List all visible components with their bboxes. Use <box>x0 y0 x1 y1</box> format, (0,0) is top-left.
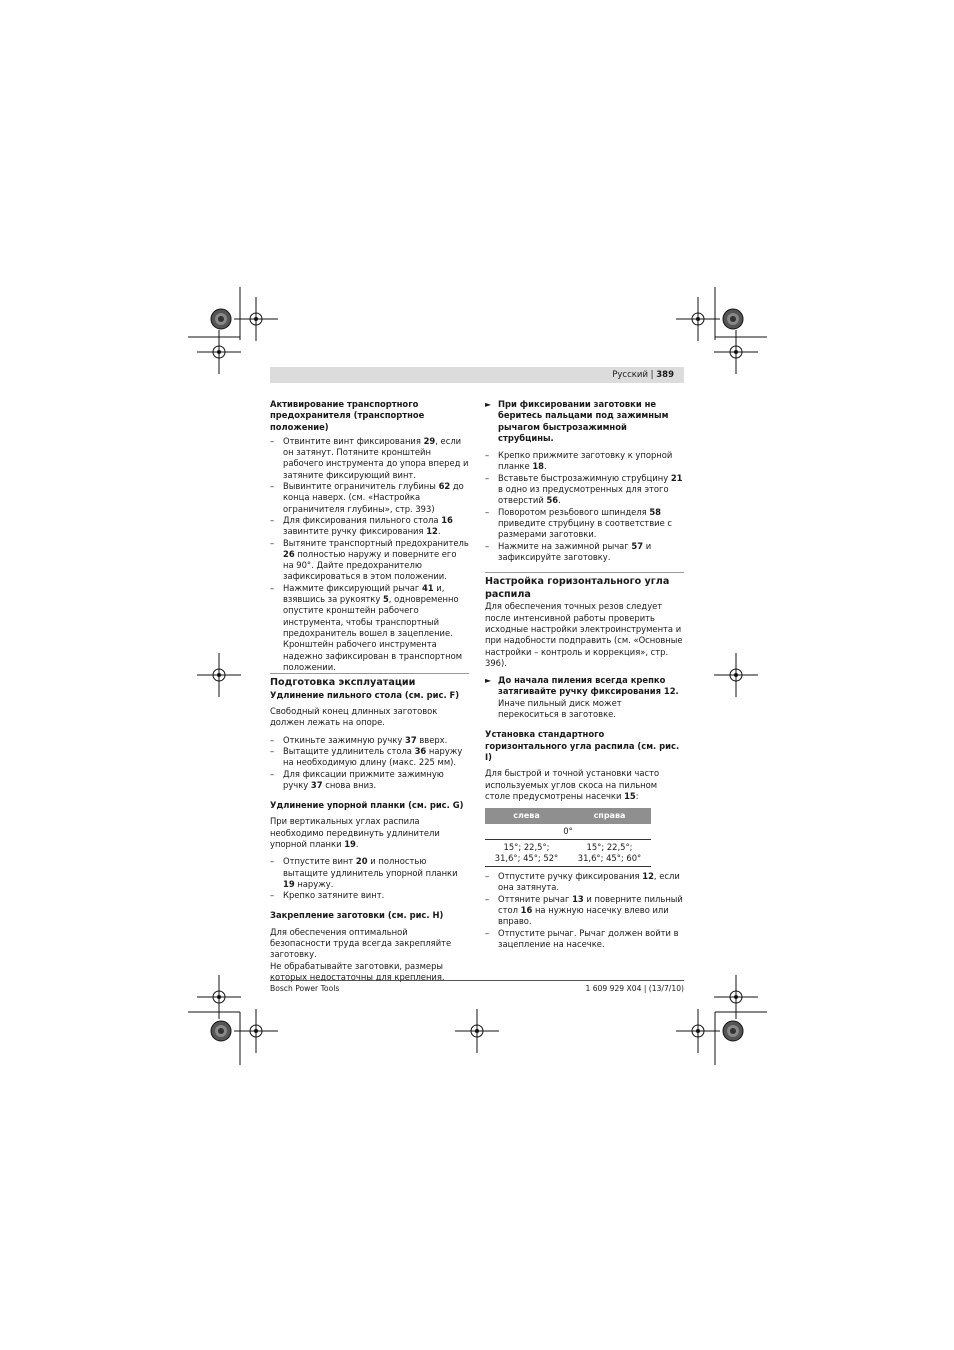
list-item-text: и поверните пильный стол <box>498 893 683 915</box>
list-item-text: Вывинтите ограничитель глубины <box>283 481 439 492</box>
warning-arrow-icon: ► <box>485 676 492 686</box>
standard-angle-text-num: 15 <box>624 790 636 801</box>
list-item <box>270 890 469 901</box>
left-column <box>270 399 469 983</box>
list-item-text: . <box>543 461 547 472</box>
transport-lock-title-line1: Активирование транспортного <box>270 399 419 409</box>
part-number: 56 <box>546 495 559 506</box>
header-page-number: 389 <box>656 370 674 380</box>
page-footer <box>270 980 684 993</box>
list-item <box>270 481 469 515</box>
list-item <box>270 515 469 538</box>
list-item-text: Нажмите на зажимной рычаг <box>498 540 632 551</box>
list-item-text: Крепко затяните винт. <box>283 890 385 901</box>
miter-angle-heading: Настройка горизонтального угла распила <box>485 572 684 601</box>
part-number: 18 <box>532 461 544 472</box>
list-item-text: Вытащите удлинитель стола <box>283 745 415 756</box>
lock-warning-bold: До начала пиления всегда крепко затягивайте ручку фиксирования 12. <box>498 675 679 697</box>
fence-extension-steps <box>270 856 469 901</box>
part-number: 13 <box>572 893 584 904</box>
detent-angle-table <box>485 808 651 867</box>
list-item-text: Вытяните транспортный предохранитель <box>283 537 469 548</box>
table-cell-left <box>485 840 568 867</box>
part-number: 41 <box>421 582 434 593</box>
table-extension-steps <box>270 735 469 791</box>
list-item-text: снова вниз. <box>322 779 377 790</box>
list-item-text: . <box>437 526 441 537</box>
table-extension-text: Свободный конец длинных заготовок должен лежать на опоре. <box>270 706 438 728</box>
header-separator: | <box>650 370 654 380</box>
list-item-text: Отвинтите винт фиксирования <box>283 435 424 446</box>
preparation-heading: Подготовка эксплуатации <box>270 673 469 690</box>
standard-angle-steps <box>485 871 684 950</box>
clamp-steps <box>485 450 684 563</box>
list-item-text: Отпустите ручку фиксирования <box>498 871 643 882</box>
part-number: 36 <box>414 745 427 756</box>
list-item <box>270 856 469 890</box>
warning-arrow-icon: ► <box>485 400 492 409</box>
list-item-text: Для фиксирования пильного стола <box>283 514 442 525</box>
table-cell-zero: 0° <box>485 824 651 840</box>
transport-lock-title-line2: предохранителя (транспортное положение) <box>270 410 425 432</box>
part-number: 26 <box>283 548 295 559</box>
part-number: 5 <box>382 594 389 605</box>
list-item-text: Оттяните рычаг <box>498 893 573 904</box>
list-item <box>270 735 469 746</box>
part-number: 19 <box>283 878 295 889</box>
standard-angle-text-b: : <box>635 790 639 801</box>
part-number: 58 <box>649 506 662 517</box>
list-item <box>270 746 469 769</box>
part-number: 20 <box>355 856 368 867</box>
list-item <box>485 450 684 473</box>
fence-extension-text <box>270 816 469 850</box>
list-item <box>270 769 469 792</box>
clamp-warning-text: При фиксировании заготовки не беритесь пальцами под зажимным рычагом быстрозажимной струбцины. <box>498 399 669 443</box>
list-item-text: полностью наружу и поверните его на 90°. Дайте предохранителю зафиксироваться в этом положении. <box>283 548 457 582</box>
list-item-text: завинтите ручку фиксирования <box>283 526 427 537</box>
list-item-text: и, взявшись за рукоятку <box>283 582 445 605</box>
list-item-text: наружу. <box>294 878 334 889</box>
list-item-text: Вставьте быстрозажимную струбцину <box>498 472 671 483</box>
table-cell-right <box>568 840 651 867</box>
table-left-line2: 31,6°; 45°; 52° <box>494 853 559 864</box>
footer-brand: Bosch Power Tools <box>270 984 340 993</box>
list-item-text: до конца наверх. (см. «Настройка ограничителя глубины», стр. 393) <box>283 481 464 514</box>
list-item <box>270 538 469 583</box>
part-number: 29 <box>423 435 436 446</box>
header-language: Русский <box>612 370 648 380</box>
list-item <box>485 507 684 541</box>
transport-lock-title <box>270 399 469 433</box>
list-item-text: в одно из предусмотренных для этого отверстий <box>498 484 669 506</box>
list-item-text: , если он затянут. Потяните кронштейн рабочего инструмента до упора вперед и затяните фиксирующий винт. <box>283 435 469 480</box>
list-item-text: на нужную насечку влево или вправо. <box>498 904 669 927</box>
part-number: 62 <box>438 481 451 492</box>
table-right-line1: 15°; 22,5°; <box>586 842 633 853</box>
list-item-text: Отпустите винт <box>283 856 356 867</box>
fence-extension-text-b: . <box>355 838 359 849</box>
right-column <box>485 399 684 956</box>
list-item-text: и полностью вытащите удлинитель упорной планки <box>283 856 458 878</box>
clamp-warning <box>485 399 684 444</box>
footer-doc-number: 1 609 929 X04 | (13/7/10) <box>585 984 684 993</box>
list-item-text: , одновременно опустите кронштейн рабочего инструмента, чтобы транспортный предохранитель вошел в зацепление. <box>283 594 459 638</box>
standard-angle-heading: Установка стандартного горизонтального угла распила (см. рис. I) <box>485 729 680 762</box>
miter-angle-text: Для обеспечения точных резов следует после интенсивной работы проверить исходные настройки электроинструмента и при надобности подправить (см. «Основные настройки – контроль и коррекция», стр. 396). <box>485 601 683 668</box>
part-number: 37 <box>310 779 323 790</box>
part-number: 12 <box>642 871 654 882</box>
fence-extension-text-a: При вертикальных углах распила необходимо передвинуть удлинители упорной планки <box>270 816 440 849</box>
table-header-right: справа <box>568 808 651 824</box>
clamping-text-1: Для обеспечения оптимальной безопасности труда всегда закрепляйте заготовку. <box>270 926 452 960</box>
page-header <box>270 367 684 383</box>
list-item-text: Для фиксации прижмите зажимную ручку <box>283 768 444 790</box>
part-number: 16 <box>520 904 533 915</box>
list-item <box>270 583 469 639</box>
transport-lock-steps <box>270 436 469 639</box>
part-number: 37 <box>405 734 417 745</box>
fence-extension-heading: Удлинение упорной планки (см. рис. G) <box>270 800 464 811</box>
list-item-text: наружу на необходимую длину (макс. 225 мм). <box>283 745 463 768</box>
list-item <box>485 871 684 894</box>
list-item-text: приведите струбцину в соответствие с размерами заготовки. <box>498 517 672 540</box>
list-item-text: . <box>558 495 561 506</box>
standard-angle-text <box>485 768 684 802</box>
list-item-text: Отпустите рычаг. Рычаг должен войти в зацепление на насечке. <box>498 927 679 949</box>
list-item <box>485 928 684 951</box>
part-number: 21 <box>670 472 683 483</box>
fence-extension-text-num: 19 <box>344 838 356 849</box>
transport-lock-result: Кронштейн рабочего инструмента надежно зафиксирован в транспортном положении. <box>283 639 463 672</box>
list-item-text: Нажмите фиксирующий рычаг <box>283 582 422 593</box>
list-item-text: и зафиксируйте заготовку. <box>498 540 652 562</box>
list-item <box>485 541 684 564</box>
list-item-text: , если она затянута. <box>498 871 680 893</box>
lock-warning <box>485 675 684 720</box>
part-number: 16 <box>441 514 453 525</box>
list-item-text: Поворотом резьбового шпинделя <box>498 506 650 517</box>
table-extension-heading: Удлинение пильного стола (см. рис. F) <box>270 689 460 700</box>
list-item-text: Откиньте зажимную ручку <box>283 734 406 745</box>
list-item-text: Крепко прижмите заготовку к упорной планке <box>498 450 673 472</box>
standard-angle-text-a: Для быстрой и точной установки часто используемых углов скоса на пильном столе предусмотрены насечки <box>485 768 660 801</box>
lock-warning-text: Иначе пильный диск может перекоситься в заготовке. <box>498 697 622 720</box>
list-item <box>270 436 469 481</box>
part-number: 57 <box>631 540 644 551</box>
table-header-left: слева <box>485 808 568 824</box>
clamping-text-2: Не обрабатывайте заготовки, размеры которых недостаточны для крепления. <box>270 960 445 982</box>
list-item <box>485 894 684 928</box>
list-item <box>485 473 684 507</box>
clamping-heading: Закрепление заготовки (см. рис. H) <box>270 910 444 921</box>
table-right-line2: 31,6°; 45°; 60° <box>577 853 642 864</box>
table-left-line1: 15°; 22,5°; <box>503 842 550 853</box>
part-number: 12 <box>426 526 438 537</box>
list-item-text: вверх. <box>416 734 448 745</box>
